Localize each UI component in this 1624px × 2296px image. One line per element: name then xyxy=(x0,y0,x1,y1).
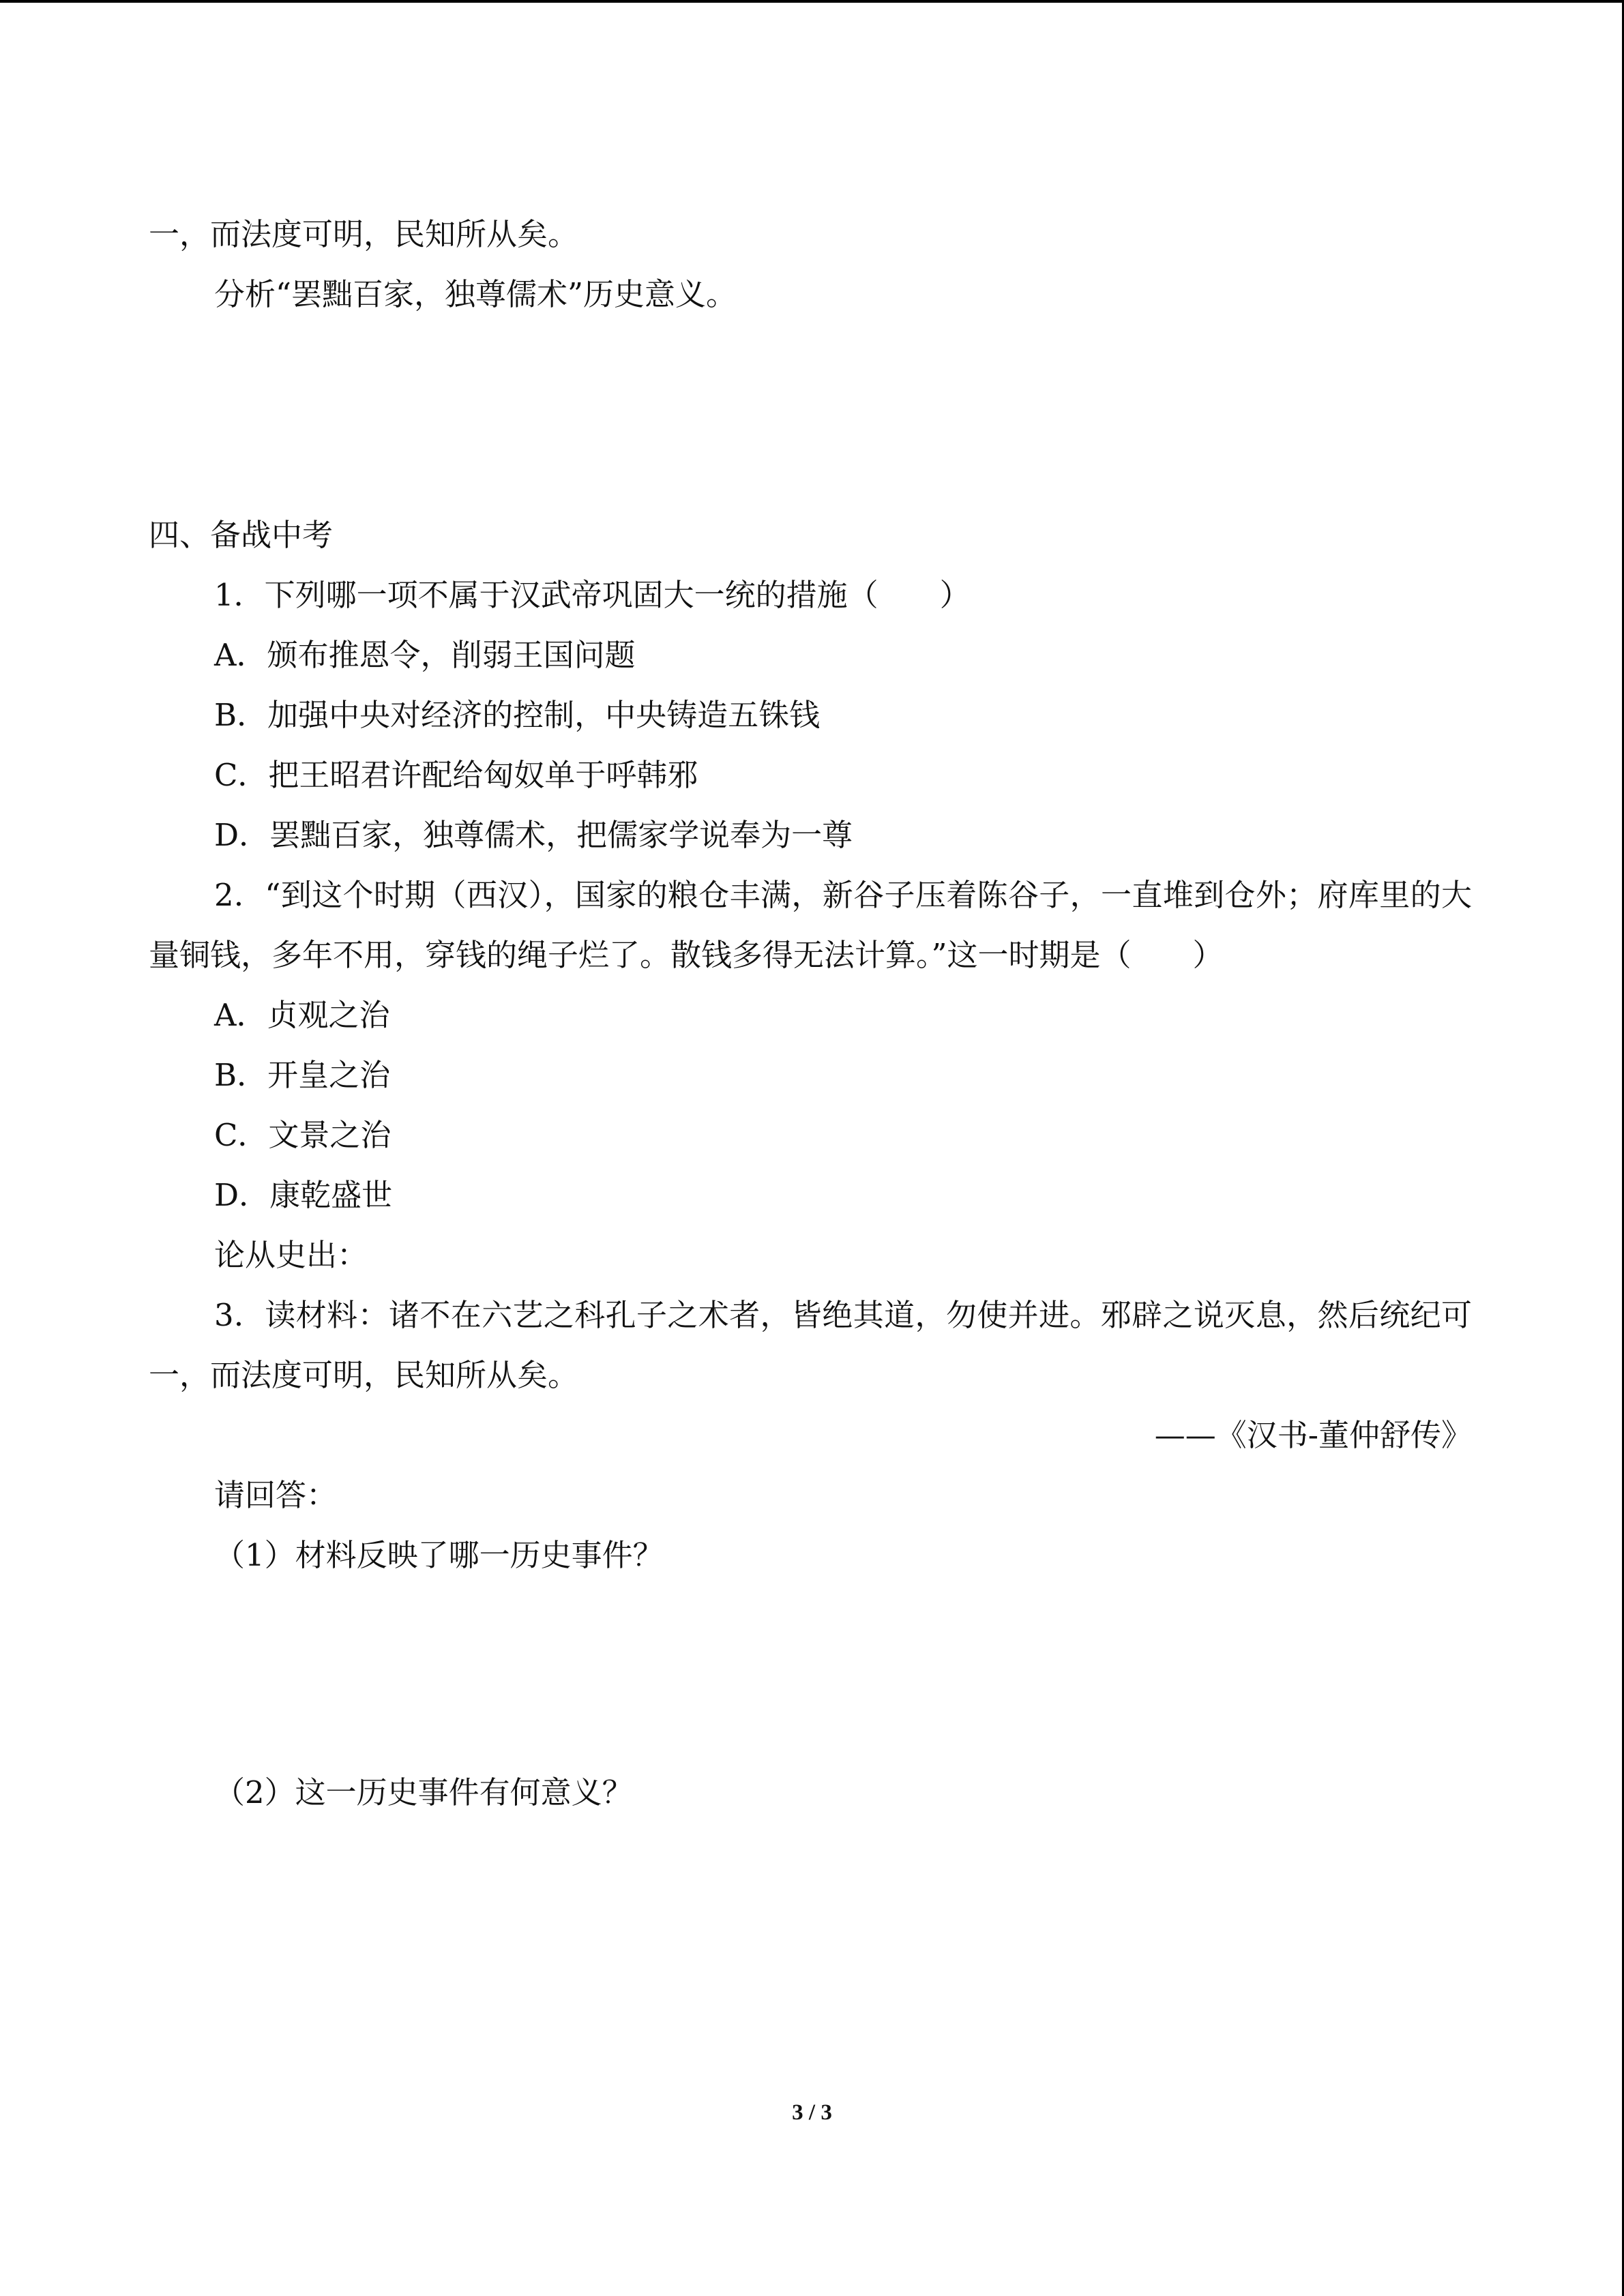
page-top-border xyxy=(0,0,1624,3)
question-2-stem: 2．“到这个时期（西汉），国家的粮仓丰满，新谷子压着陈谷子，一直堆到仓外；府库里的大量铜钱，多年不用，穿钱的绳子烂了。散钱多得无法计算。”这一时期是（ ） xyxy=(149,877,1472,973)
document-body xyxy=(149,205,1472,1823)
material-source: ——《汉书-董仲舒传》 xyxy=(1154,1417,1472,1453)
question-1-option-a: A．颁布推恩令，削弱王国问题 xyxy=(214,637,636,673)
question-3-sub-2: （2）这一历史事件有何意义？ xyxy=(214,1774,633,1810)
question-3-prompt: 请回答： xyxy=(214,1477,338,1513)
question-1-stem: 1．下列哪一项不属于汉武帝巩固大一统的措施（ ） xyxy=(214,577,971,613)
question-1-option-b: B．加强中央对经济的控制，中央铸造五铢钱 xyxy=(214,697,821,733)
question-3-material: 3．读材料：诸不在六艺之科孔子之术者，皆绝其道，勿使并进。邪辟之说灭息，然后统纪可一，而法度可明，民知所从矣。 xyxy=(149,1297,1472,1393)
question-2-option-b: B．开皇之治 xyxy=(214,1057,391,1093)
question-2-option-c: C．文景之治 xyxy=(214,1117,392,1153)
page-number: 3 / 3 xyxy=(792,2100,832,2125)
section-heading: 四、备战中考 xyxy=(149,517,334,553)
question-1-option-d: D．罢黜百家，独尊儒术，把儒家学说奉为一尊 xyxy=(214,817,853,853)
lun-cong-shi-chu-label: 论从史出： xyxy=(214,1237,368,1273)
question-3-sub-1: （1）材料反映了哪一历史事件？ xyxy=(214,1537,664,1573)
carryover-line: 一，而法度可明，民知所从矣。 xyxy=(149,216,579,252)
carryover-question: 分析“罢黜百家，独尊儒术”历史意义。 xyxy=(214,276,737,312)
question-2-option-d: D．康乾盛世 xyxy=(214,1177,393,1213)
question-1-option-c: C．把王昭君许配给匈奴单于呼韩邪 xyxy=(214,757,698,793)
answer-space xyxy=(149,325,1472,505)
question-2-option-a: A．贞观之治 xyxy=(214,997,390,1033)
answer-space xyxy=(149,1585,1472,1763)
